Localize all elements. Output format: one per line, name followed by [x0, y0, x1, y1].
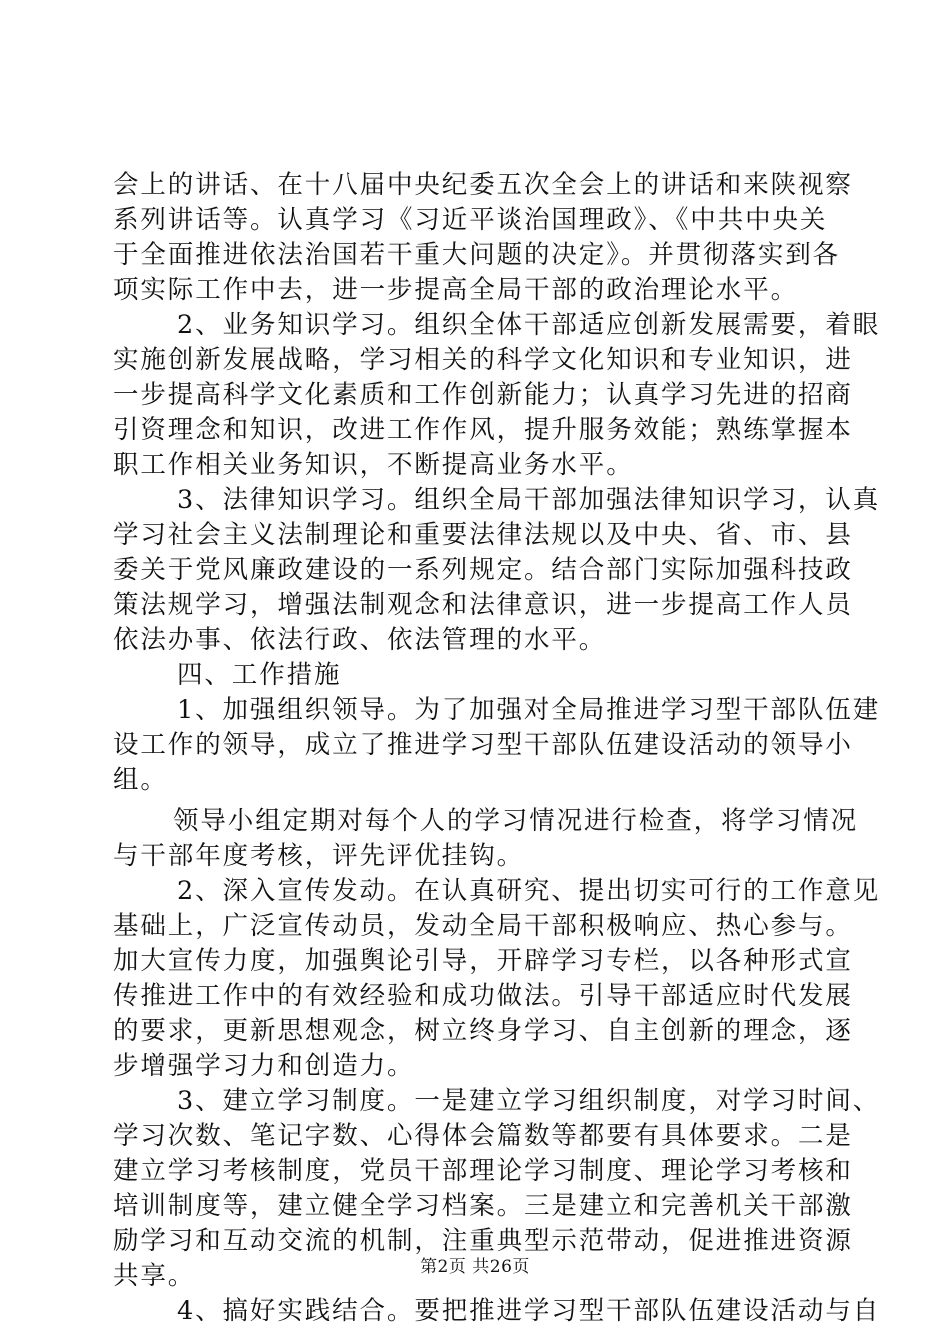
paragraph-line: 学习社会主义法制理论和重要法律法规以及中央、省、市、县 [113, 520, 853, 550]
page-footer [0, 1252, 950, 1277]
paragraph-line: 培训制度等，建立健全学习档案。三是建立和完善机关干部激 [113, 1191, 853, 1221]
paragraph-line: 建立学习考核制度，党员干部理论学习制度、理论学习考核和 [113, 1156, 853, 1186]
paragraph-line: 3、建立学习制度。一是建立学习组织制度，对学习时间、 [177, 1086, 881, 1116]
paragraph-line: 职工作相关业务知识，不断提高业务水平。 [113, 450, 634, 480]
paragraph-line: 共享。 [113, 1261, 196, 1291]
paragraph-line: 组。 [113, 765, 168, 795]
paragraph-line: 2、业务知识学习。组织全体干部适应创新发展需要，着眼 [177, 310, 881, 340]
paragraph-line: 与干部年度考核，评先评优挂钩。 [113, 841, 525, 871]
paragraph-line: 于全面推进依法治国若干重大问题的决定》。并贯彻落实到各 [113, 240, 841, 270]
paragraph-line: 2、深入宣传发动。在认真研究、提出切实可行的工作意见 [177, 876, 881, 906]
document-body [113, 168, 881, 1329]
paragraph-line: 策法规学习，增强法制观念和法律意识，进一步提高工作人员 [113, 590, 853, 620]
paragraph-line: 励学习和互动交流的机制，注重典型示范带动，促进推进资源 [113, 1226, 853, 1256]
paragraph-line: 依法办事、依法行政、依法管理的水平。 [113, 625, 607, 655]
paragraph-line: 委关于党风廉政建设的一系列规定。结合部门实际加强科技政 [113, 555, 853, 585]
section-heading: 四、工作措施 [177, 660, 342, 690]
paragraph-line: 的要求，更新思想观念，树立终身学习、自主创新的理念，逐 [113, 1016, 853, 1046]
paragraph-line: 加大宣传力度，加强舆论引导，开辟学习专栏，以各种形式宣 [113, 946, 853, 976]
paragraph-line: 步增强学习力和创造力。 [113, 1051, 415, 1081]
paragraph-line: 4、搞好实践结合。要把推进学习型干部队伍建设活动与自 [177, 1296, 881, 1326]
paragraph-line: 一步提高科学文化素质和工作创新能力；认真学习先进的招商 [113, 380, 853, 410]
paragraph-line: 实施创新发展战略，学习相关的科学文化知识和专业知识，进 [113, 345, 853, 375]
paragraph-line: 设工作的领导，成立了推进学习型干部队伍建设活动的领导小 [113, 730, 853, 760]
paragraph-line: 领导小组定期对每个人的学习情况进行检查，将学习情况 [173, 806, 859, 836]
paragraph-line: 引资理念和知识，改进工作作风，提升服务效能；熟练掌握本 [113, 415, 853, 445]
paragraph-line: 会上的讲话、在十八届中央纪委五次全会上的讲话和来陕视察 [113, 170, 853, 200]
paragraph-line: 1、加强组织领导。为了加强对全局推进学习型干部队伍建 [177, 695, 881, 725]
paragraph-line: 基础上，广泛宣传动员，发动全局干部积极响应、热心参与。 [113, 911, 853, 941]
paragraph-line: 3、法律知识学习。组织全局干部加强法律知识学习，认真 [177, 485, 881, 515]
paragraph-line: 传推进工作中的有效经验和成功做法。引导干部适应时代发展 [113, 981, 853, 1011]
page-number: 第2页 共26页 [420, 1257, 530, 1277]
paragraph-line: 项实际工作中去，进一步提高全局干部的政治理论水平。 [113, 275, 799, 305]
paragraph-line: 学习次数、笔记字数、心得体会篇数等都要有具体要求。二是 [113, 1121, 853, 1151]
paragraph-line: 系列讲话等。认真学习《习近平谈治国理政》、《中共中央关 [113, 205, 828, 235]
